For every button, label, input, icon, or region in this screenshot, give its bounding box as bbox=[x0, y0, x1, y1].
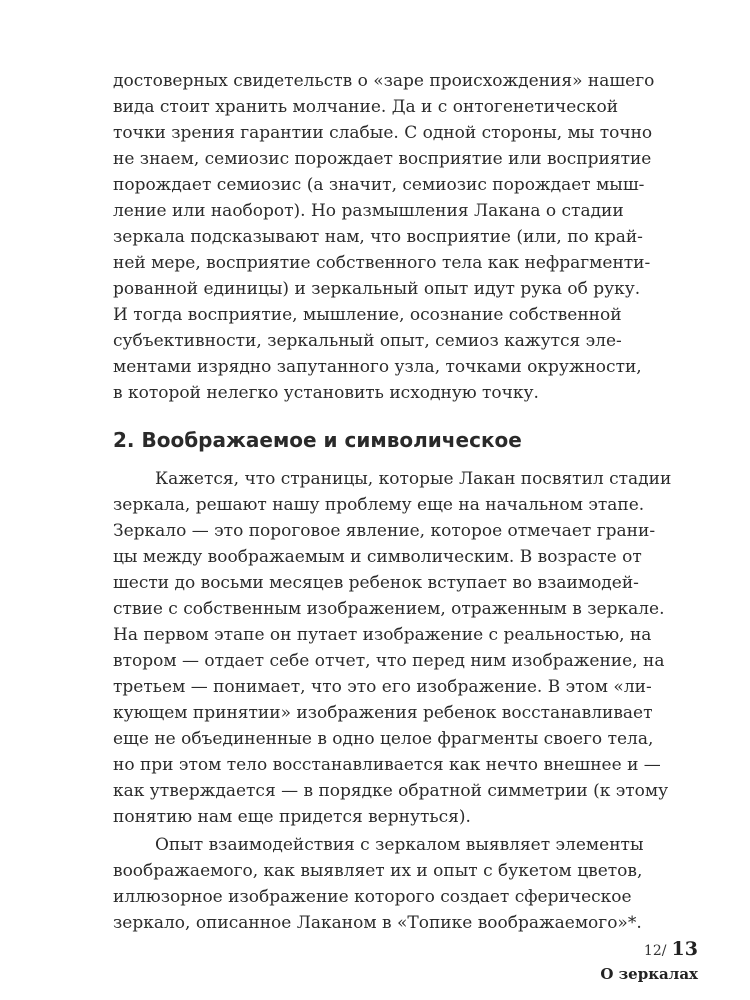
text-line: втором — отдает себе отчет, что перед ним изображение, на bbox=[113, 651, 665, 671]
text-line: как утверждается — в порядке обратной симметрии (к этому bbox=[113, 781, 669, 801]
text-line: зеркала подсказывают нам, что восприятие (или, по край- bbox=[113, 227, 643, 247]
text-line: вида стоит хранить молчание. Да и с онтогенетической bbox=[113, 97, 619, 117]
text-line: ление или наоборот). Но размышления Лакана о стадии bbox=[113, 201, 624, 221]
page-number-value: 13 bbox=[671, 938, 698, 960]
text-line: третьем — понимает, что это его изображение. В этом «ли- bbox=[113, 677, 652, 697]
text-line: не знаем, семиозис порождает восприятие или восприятие bbox=[113, 149, 652, 169]
text-line: субъективности, зеркальный опыт, семиоз кажутся эле- bbox=[113, 331, 622, 351]
text-line: Кажется, что страницы, которые Лакан посвятил стадии bbox=[155, 469, 672, 489]
text-line: ствие с собственным изображением, отраженным в зеркале. bbox=[113, 599, 665, 619]
text-line: Опыт взаимодействия с зеркалом выявляет элементы bbox=[155, 835, 644, 855]
running-title: О зеркалах bbox=[600, 965, 698, 983]
text-line: цы между воображаемым и символическим. В возрасте от bbox=[113, 547, 642, 567]
section-heading: 2. Воображаемое и символическое bbox=[113, 428, 522, 452]
text-line: ней мере, восприятие собственного тела как нефрагменти- bbox=[113, 253, 651, 273]
text-line: достоверных свидетельств о «заре происхождения» нашего bbox=[113, 71, 655, 91]
text-line: Зеркало — это пороговое явление, которое отмечает грани- bbox=[113, 521, 656, 541]
text-line: шести до восьми месяцев ребенок вступает во взаимодей- bbox=[113, 573, 639, 593]
text-line: зеркало, описанное Лаканом в «Топике воображаемого»*. bbox=[113, 913, 642, 933]
text-line: И тогда восприятие, мышление, осознание собственной bbox=[113, 305, 622, 325]
text-line: понятию нам еще придется вернуться). bbox=[113, 807, 471, 827]
text-line: рованной единицы) и зеркальный опыт идут рука об руку. bbox=[113, 279, 641, 299]
text-line: ментами изрядно запутанного узла, точками окружности, bbox=[113, 357, 642, 377]
page-number bbox=[644, 936, 698, 964]
text-line: зеркала, решают нашу проблему еще на начальном этапе. bbox=[113, 495, 645, 515]
text-line: но при этом тело восстанавливается как нечто внешнее и — bbox=[113, 755, 661, 775]
text-line: На первом этапе он путает изображение с реальностью, на bbox=[113, 625, 652, 645]
text-line: в которой нелегко установить исходную точку. bbox=[113, 383, 539, 403]
text-line: воображаемого, как выявляет их и опыт с букетом цветов, bbox=[113, 861, 643, 881]
text-line: порождает семиозис (а значит, семиозис порождает мыш- bbox=[113, 175, 645, 195]
text-line: еще не объединенные в одно целое фрагменты своего тела, bbox=[113, 729, 654, 749]
text-line: иллюзорное изображение которого создает сферическое bbox=[113, 887, 632, 907]
text-line: кующем принятии» изображения ребенок восстанавливает bbox=[113, 703, 653, 723]
page-number-prefix: 12/ bbox=[643, 943, 667, 959]
text-line: точки зрения гарантии слабые. С одной стороны, мы точно bbox=[113, 123, 653, 143]
